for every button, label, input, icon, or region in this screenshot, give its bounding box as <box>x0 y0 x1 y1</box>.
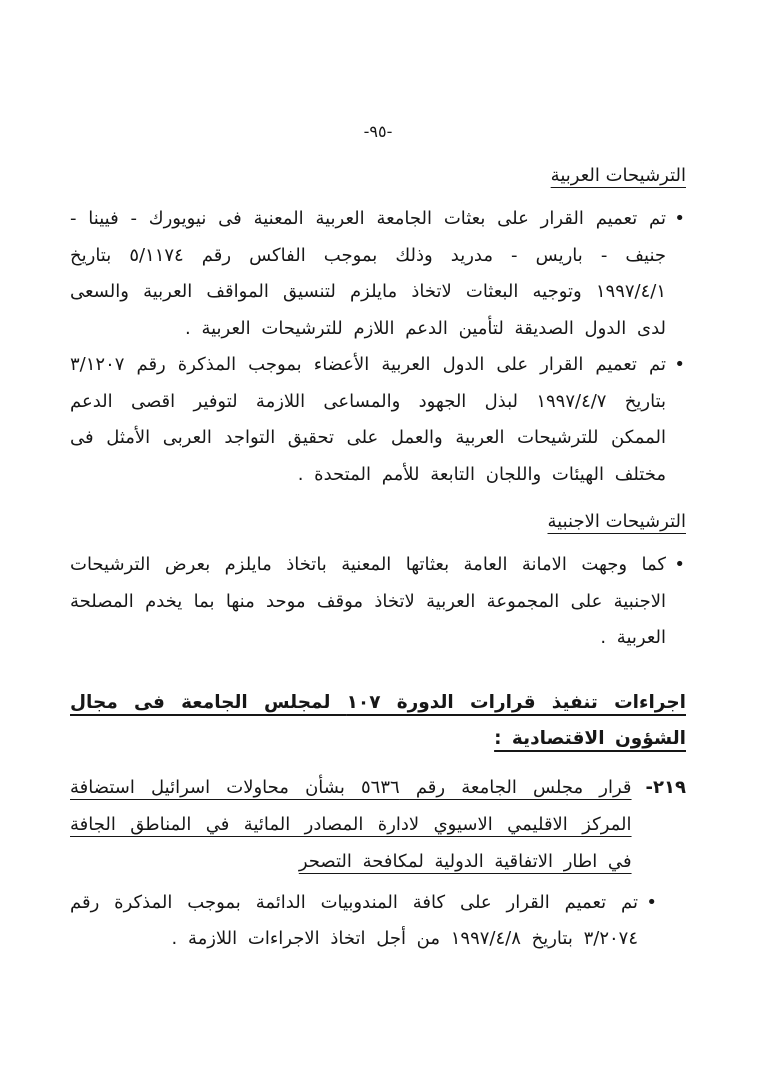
section-heading-foreign-nominations: الترشيحات الاجنبية <box>547 511 686 532</box>
agenda-item-219 <box>70 769 686 880</box>
bullet-item <box>70 885 658 958</box>
bullet-icon: • <box>674 554 685 575</box>
bullet-text: كما وجهت الامانة العامة بعثاتها المعنية باتخاذ مايلزم بعرض الترشيحات الاجنبية على المجموعة العربية لاتخاذ موقف موحد منها بما يخدم المصلحة العربية . <box>70 554 666 648</box>
page-number: -٩٥- <box>363 122 393 141</box>
bullet-icon: • <box>674 354 685 375</box>
bullet-icon: • <box>674 208 685 229</box>
bullet-item <box>70 201 686 347</box>
agenda-item-bullets <box>70 885 658 958</box>
agenda-item-number: ٢١٩- <box>645 776 686 798</box>
section-heading-economic-affairs: اجراءات تنفيذ قرارات الدورة ١٠٧ لمجلس الجامعة فى مجال الشؤون الاقتصادية : <box>70 691 686 749</box>
bullet-text: تم تعميم القرار على بعثات الجامعة العربية المعنية فى نيويورك - فيينا - جنيف - باريس - مدريد وذلك بموجب الفاكس رقم ٥/١١٧٤ بتاريخ ١٩٩٧/٤/١ وتوجيه البعثات لاتخاذ مايلزم لتنسيق المواقف العربية والسعى لدى الدول الصديقة لتأمين الدعم اللازم للترشيحات العربية . <box>70 208 666 339</box>
agenda-item-title: قرار مجلس الجامعة رقم ٥٦٣٦ بشأن محاولات اسرائيل استضافة المركز الاقليمي الاسيوي لادارة المصادر المائية في المناطق الجافة في اطار الاتفاقية الدولية لمكافحة التصحر <box>70 776 632 872</box>
bullet-icon: • <box>646 891 657 913</box>
bullet-item <box>70 547 686 657</box>
bullet-text: تم تعميم القرار على الدول العربية الأعضاء بموجب المذكرة رقم ٣/١٢٠٧ بتاريخ ١٩٩٧/٤/٧ لبذل الجهود والمساعى اللازمة لتوفير اقصى الدعم الممكن للترشيحات العربية والعمل على تحقيق التواجد العربى الأمثل فى مختلف الهيئات واللجان التابعة للأمم المتحدة . <box>70 354 667 485</box>
bullet-item <box>70 347 686 493</box>
section-heading-arab-nominations: الترشيحات العربية <box>550 165 686 186</box>
bullet-text: تم تعميم القرار على كافة المندوبيات الدائمة بموجب المذكرة رقم ٣/٢٠٧٤ بتاريخ ١٩٩٧/٤/٨ من أجل اتخاذ الاجراءات اللازمة . <box>70 891 638 949</box>
